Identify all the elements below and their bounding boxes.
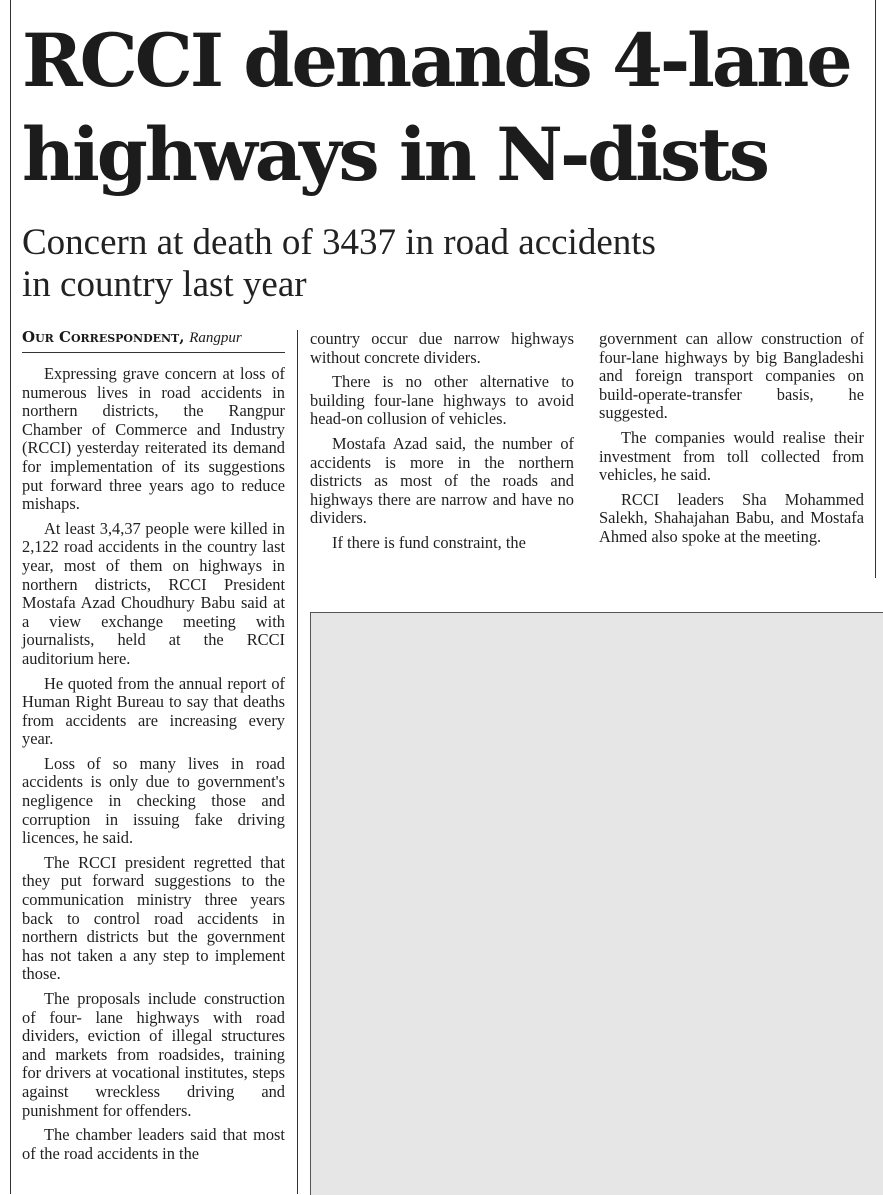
article-paragraph: He quoted from the annual report of Human Right Bureau to say that deaths from accidents are increasing every year. — [22, 673, 285, 749]
headline — [22, 14, 872, 202]
column-divider-1 — [297, 330, 298, 1194]
article-paragraph: Loss of so many lives in road accidents is only due to government's negligence in checking those and corruption in issuing fake driving licences, he said. — [22, 753, 285, 848]
byline-location: Rangpur — [189, 330, 242, 346]
byline-rule — [22, 352, 285, 353]
article-paragraph-continued: government can allow construction of four-lane highways by big Bangladeshi and foreign transport companies on build-operate-transfer basis, he suggested. — [599, 329, 864, 423]
right-border-rule — [875, 0, 876, 578]
article-paragraph: Mostafa Azad said, the number of accidents is more in the northern districts as most of the roads and highways there are narrow and have no dividers. — [310, 433, 574, 528]
article-paragraph-continued: country occur due narrow highways without concrete dividers. — [310, 329, 574, 367]
article-paragraph: The companies would realise their investment from toll collected from vehicles, he said. — [599, 427, 864, 485]
subheadline — [22, 222, 862, 306]
article-paragraph: At least 3,4,37 people were killed in 2,122 road accidents in the country last year, most of them on highways in northern districts, RCCI President Mostafa Azad Choudhury Babu said at a view exchange meeting with journalists, held at the RCCI auditorium here. — [22, 518, 285, 668]
left-border-rule — [10, 0, 11, 1194]
article-paragraph: The proposals include construction of four- lane highways with road dividers, eviction of illegal structures and markets from roadsides, training for drivers at vocational institutes, steps against wreckless driving and punishment for offenders. — [22, 989, 285, 1120]
image-placeholder — [310, 612, 883, 1195]
article-paragraph: The RCCI president regretted that they put forward suggestions to the communication ministry three years back to control road accidents in northern districts but the government has not taken a any step to implement those. — [22, 852, 285, 984]
article-paragraph: Expressing grave concern at loss of numerous lives in road accidents in northern districts, the Rangpur Chamber of Commerce and Industry (RCCI) yesterday reiterated its demand for implementation of its suggestions put forward three years ago to reduce mishaps. — [22, 364, 285, 514]
article-paragraph: The chamber leaders said that most of the road accidents in the — [22, 1125, 285, 1163]
byline — [22, 327, 284, 348]
article-column-1 — [22, 365, 285, 1169]
article-column-3 — [599, 330, 864, 553]
article-column-2 — [310, 330, 574, 559]
article-paragraph: There is no other alternative to building four-lane highways to avoid head-on collusion of vehicles. — [310, 372, 574, 429]
headline-line-2: highways in N-dists — [22, 112, 767, 198]
article-paragraph: RCCI leaders Sha Mohammed Salekh, Shahajahan Babu, and Mostafa Ahmed also spoke at the meeting. — [599, 489, 864, 546]
byline-name: Our Correspondent, — [22, 328, 185, 346]
subheadline-line-1: Concern at death of 3437 in road accidents — [22, 222, 656, 263]
article-paragraph: If there is fund constraint, the — [332, 532, 526, 552]
subheadline-line-2: in country last year — [22, 264, 307, 305]
headline-line-1: RCCI demands 4-lane — [22, 18, 850, 104]
